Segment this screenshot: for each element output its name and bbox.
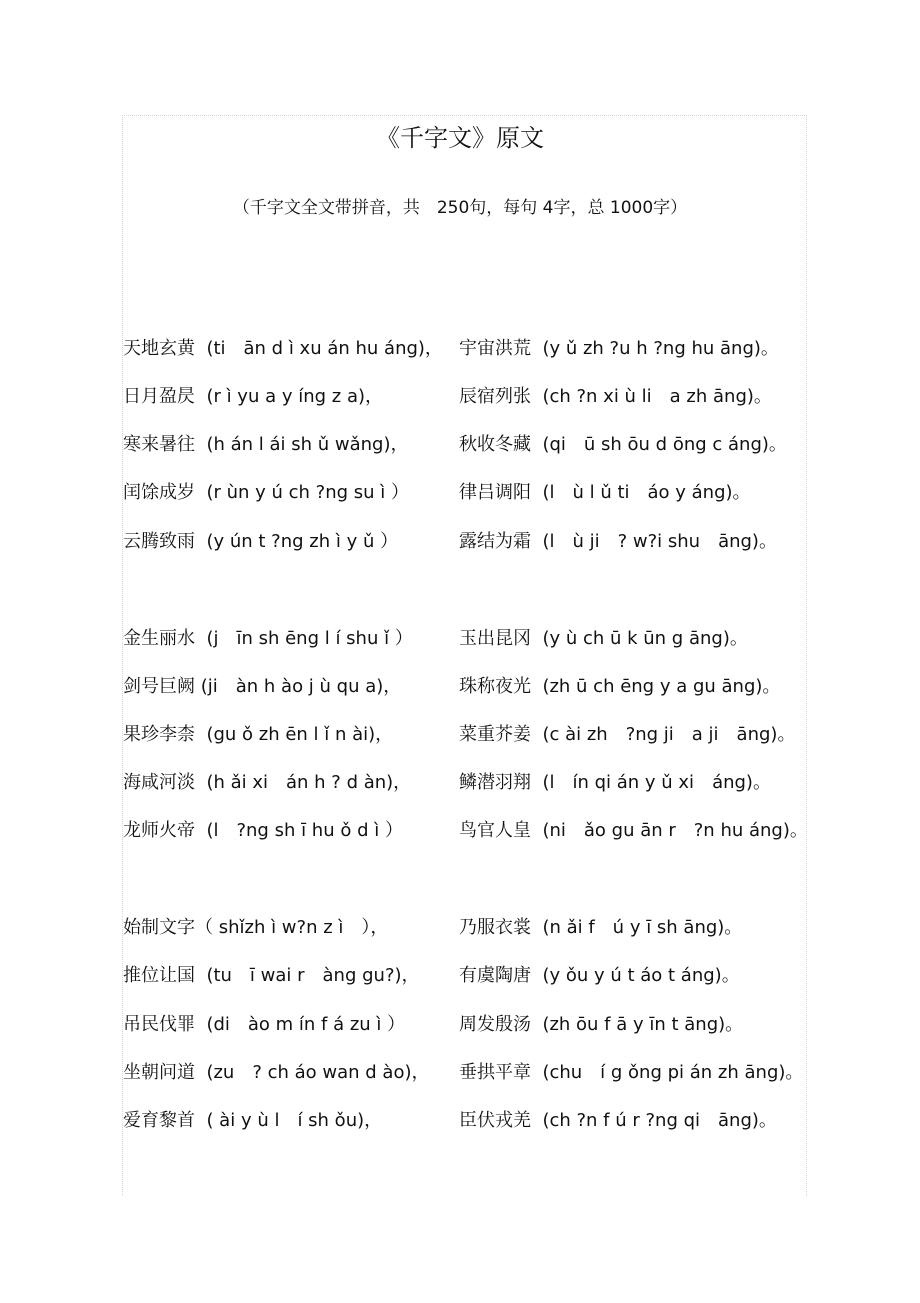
verse-line — [0, 720, 920, 750]
verse-line — [0, 1010, 920, 1040]
verse-right: 周发殷汤 (zh ōu f ā y īn t āng)。 — [459, 1014, 744, 1035]
verse-right: 秋收冬藏 (qi ū sh ōu d ōng c áng)。 — [459, 434, 787, 455]
verse-left: 金生丽水 (j īn sh ēng l í shu ǐ ） — [123, 628, 413, 649]
verse-left: 海咸河淡 (h ǎi xi án h ? d àn)， — [123, 772, 412, 793]
verse-right: 露结为霜 (l ù ji ? w?i shu āng)。 — [459, 531, 777, 552]
verse-right: 珠称夜光 (zh ū ch ēng y a gu āng)。 — [459, 676, 781, 697]
verse-right: 辰宿列张 (ch ?n xi ù li a zh āng)。 — [459, 386, 772, 407]
verse-line — [0, 1106, 920, 1136]
verse-right: 玉出昆冈 (y ù ch ū k ūn g āng)。 — [459, 628, 748, 649]
document-title: 《千字文》原文 — [376, 124, 544, 152]
verse-line — [0, 334, 920, 364]
verse-left: 寒来暑往 (h án l ái sh ǔ wǎng)， — [123, 434, 409, 455]
verse-right: 臣伏戎羌 (ch ?n f ú r ?ng qi āng)。 — [459, 1110, 777, 1131]
verse-line — [0, 624, 920, 654]
verse-right: 有虞陶唐 (y ǒu y ú t áo t áng)。 — [459, 965, 740, 986]
verse-left: 坐朝问道 (zu ? ch áo wan d ào)， — [123, 1062, 430, 1083]
verse-right: 鸟官人皇 (ni ǎo gu ān r ?n hu áng)。 — [459, 820, 808, 841]
verse-line — [0, 430, 920, 460]
verse-line — [0, 768, 920, 798]
verse-right: 鳞潜羽翔 (l ín qi án y ǔ xi áng)。 — [459, 772, 771, 793]
verse-line — [0, 527, 920, 557]
verse-right: 菜重芥姜 (c ài zh ?ng ji a ji āng)。 — [459, 724, 796, 745]
verse-right: 乃服衣裳 (n ǎi f ú y ī sh āng)。 — [459, 917, 743, 938]
verse-line — [0, 961, 920, 991]
verse-left: 天地玄黄 (ti ān d ì xu án hu áng)， — [123, 338, 443, 359]
verse-line — [0, 816, 920, 846]
verse-left: 爱育黎首 ( ài y ù l í sh ǒu)， — [123, 1110, 383, 1131]
verse-left: 云腾致雨 (y ún t ?ng zh ì y ǔ ） — [123, 531, 399, 552]
verse-left: 日月盈昃 (r ì yu a y íng z a)， — [123, 386, 383, 407]
verse-left: 龙师火帝 (l ?ng sh ī hu ǒ d ì ） — [123, 820, 403, 841]
verse-line — [0, 672, 920, 702]
verse-left: 始制文字（ shǐzh ì w?n z ì ）， — [123, 917, 389, 938]
verse-right: 垂拱平章 (chu í g ǒng pi án zh āng)。 — [459, 1062, 804, 1083]
verse-left: 闰馀成岁 (r ùn y ú ch ?ng su ì ） — [123, 482, 409, 503]
verse-left: 吊民伐罪 (di ào m ín f á zu ì ） — [123, 1014, 406, 1035]
verse-right: 宇宙洪荒 (y ǔ zh ?u h ?ng hu āng)。 — [459, 338, 779, 359]
verse-left: 果珍李柰 (gu ǒ zh ēn l ǐ n ài)， — [123, 724, 394, 745]
verse-line — [0, 913, 920, 943]
verse-line — [0, 478, 920, 508]
document-subtitle: （千字文全文带拼音，共 250句，每句 4字，总 1000字） — [232, 198, 688, 218]
verse-left: 推位让国 (tu ī wai r àng gu?)， — [123, 965, 420, 986]
verse-line — [0, 1058, 920, 1088]
verse-line — [0, 382, 920, 412]
verse-left: 剑号巨阙 (ji àn h ào j ù qu a)， — [123, 676, 402, 697]
verse-right: 律吕调阳 (l ù l ǔ ti áo y áng)。 — [459, 482, 751, 503]
